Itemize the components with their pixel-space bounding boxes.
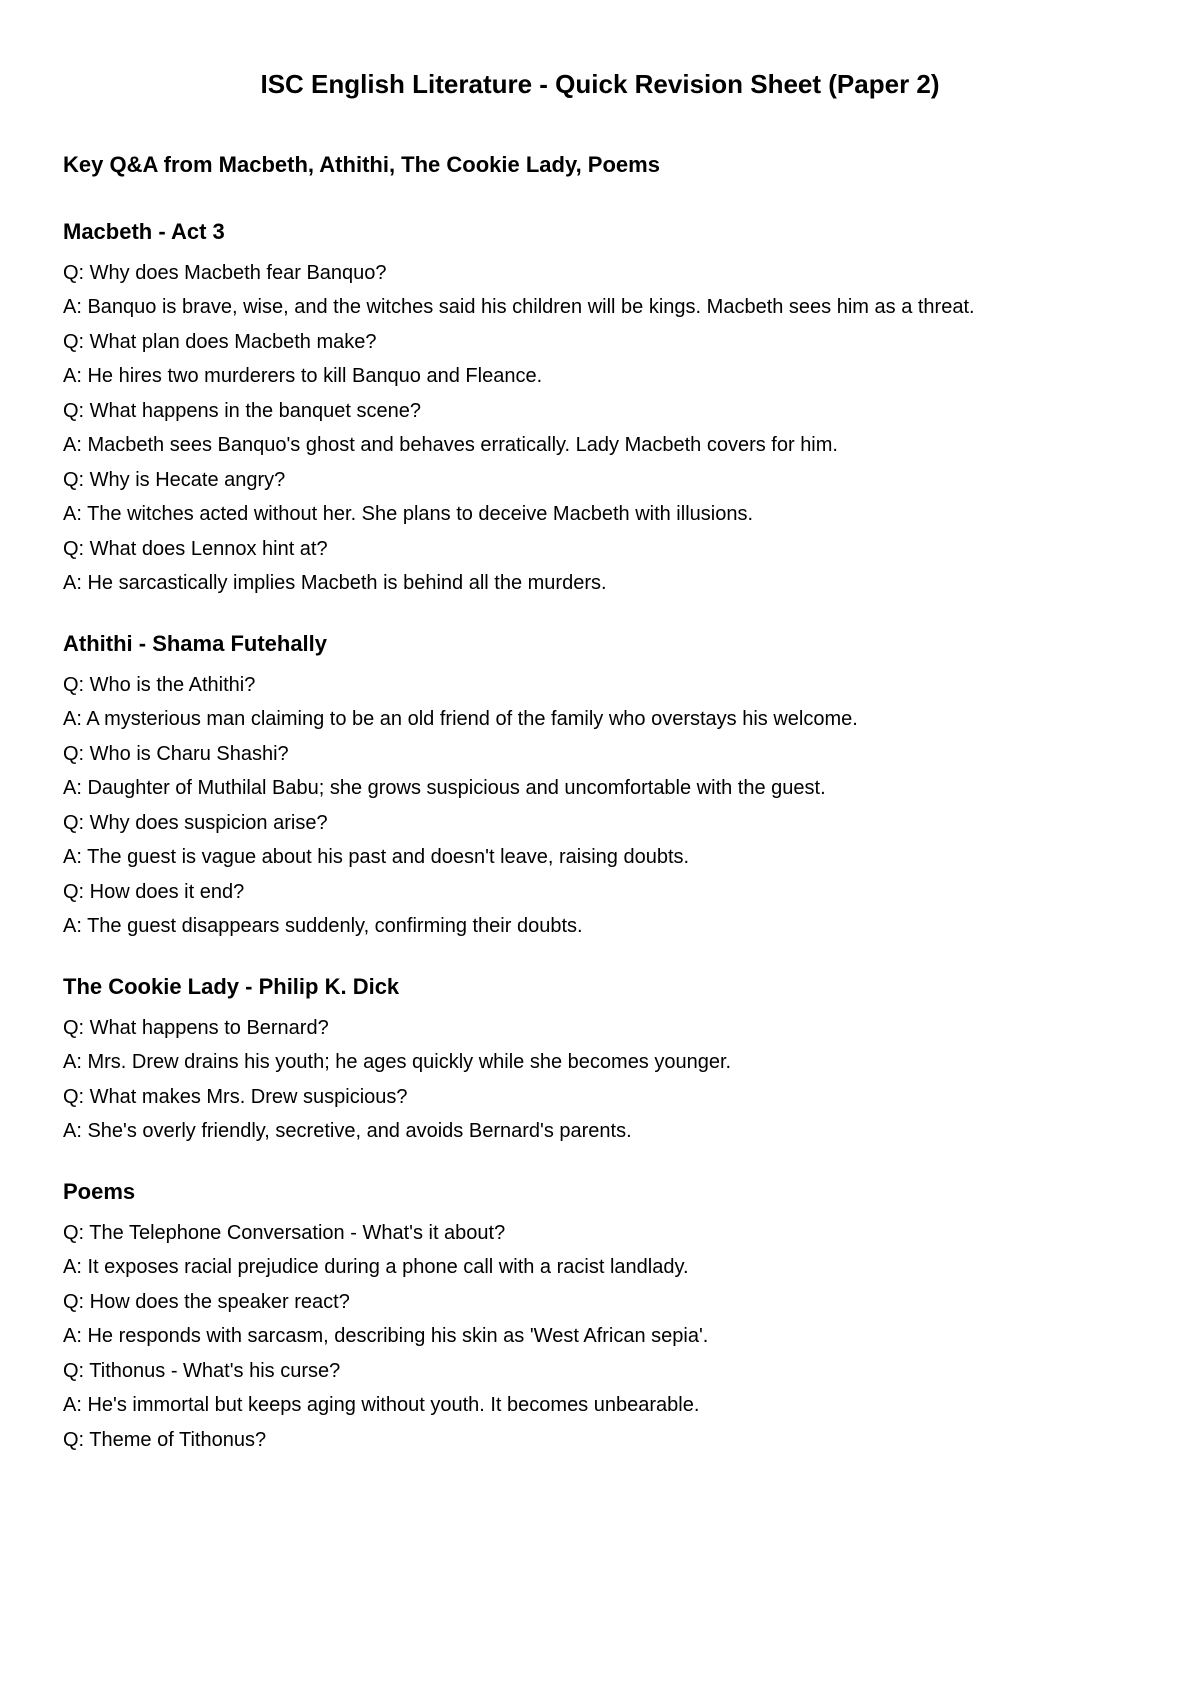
question-text: Q: Why does suspicion arise? xyxy=(63,812,328,834)
answer-text: A: Mrs. Drew drains his youth; he ages quickly while she becomes younger. xyxy=(63,1051,732,1073)
question-text: Q: How does the speaker react? xyxy=(63,1291,350,1313)
question-text: Q: What does Lennox hint at? xyxy=(63,538,328,560)
answer-text: A: Daughter of Muthilal Babu; she grows suspicious and uncomfortable with the guest. xyxy=(63,777,826,799)
qa-item xyxy=(63,1358,1143,1418)
answer-text: A: It exposes racial prejudice during a phone call with a racist landlady. xyxy=(63,1256,689,1278)
section-poems xyxy=(63,1178,1143,1461)
answer-text: A: She's overly friendly, secretive, and avoids Bernard's parents. xyxy=(63,1120,632,1142)
question-text: Q: Tithonus - What's his curse? xyxy=(63,1360,341,1382)
qa-item xyxy=(63,329,1143,389)
question-text: Q: What happens to Bernard? xyxy=(63,1017,329,1039)
question-text: Q: The Telephone Conversation - What's it about? xyxy=(63,1222,506,1244)
answer-text: A: He hires two murderers to kill Banquo and Fleance. xyxy=(63,365,543,387)
qa-item xyxy=(63,810,1143,870)
answer-text: A: Macbeth sees Banquo's ghost and behaves erratically. Lady Macbeth covers for him. xyxy=(63,434,838,456)
question-text: Q: Why does Macbeth fear Banquo? xyxy=(63,262,387,284)
qa-item xyxy=(63,260,1143,320)
answer-text: A: Banquo is brave, wise, and the witches said his children will be kings. Macbeth sees him as a threat. xyxy=(63,296,975,318)
qa-item xyxy=(63,1220,1143,1280)
page-title: ISC English Literature - Quick Revision Sheet (Paper 2) xyxy=(260,69,940,99)
question-text: Q: How does it end? xyxy=(63,881,245,903)
qa-item xyxy=(63,536,1143,596)
question-text: Q: What makes Mrs. Drew suspicious? xyxy=(63,1086,408,1108)
answer-text: A: The witches acted without her. She plans to deceive Macbeth with illusions. xyxy=(63,503,754,525)
qa-item xyxy=(63,1289,1143,1349)
section-cookie-lady xyxy=(63,973,1143,1153)
answer-text: A: He sarcastically implies Macbeth is behind all the murders. xyxy=(63,572,607,594)
question-text: Q: Why is Hecate angry? xyxy=(63,469,286,491)
section-athithi xyxy=(63,630,1143,948)
qa-item xyxy=(63,672,1143,732)
qa-item xyxy=(63,741,1143,801)
section-heading: Macbeth - Act 3 xyxy=(63,219,225,244)
section-heading: Poems xyxy=(63,1179,136,1204)
question-text: Q: What plan does Macbeth make? xyxy=(63,331,377,353)
section-heading: Athithi - Shama Futehally xyxy=(63,631,328,656)
qa-item xyxy=(63,1015,1143,1075)
question-text: Q: Theme of Tithonus? xyxy=(63,1429,267,1451)
answer-text: A: He's immortal but keeps aging without youth. It becomes unbearable. xyxy=(63,1394,700,1416)
question-text: Q: Who is the Athithi? xyxy=(63,674,256,696)
qa-item xyxy=(63,879,1143,939)
section-heading: The Cookie Lady - Philip K. Dick xyxy=(63,974,400,999)
qa-item xyxy=(63,398,1143,458)
answer-text: A: The guest is vague about his past and doesn't leave, raising doubts. xyxy=(63,846,690,868)
question-text: Q: Who is Charu Shashi? xyxy=(63,743,289,765)
page-subtitle: Key Q&A from Macbeth, Athithi, The Cookie Lady, Poems xyxy=(63,152,660,177)
qa-item xyxy=(63,1084,1143,1144)
section-macbeth xyxy=(63,218,1143,605)
question-text: Q: What happens in the banquet scene? xyxy=(63,400,422,422)
qa-item xyxy=(63,1427,1143,1453)
answer-text: A: The guest disappears suddenly, confirming their doubts. xyxy=(63,915,583,937)
answer-text: A: A mysterious man claiming to be an old friend of the family who overstays his welcome. xyxy=(63,708,858,730)
qa-item xyxy=(63,467,1143,527)
answer-text: A: He responds with sarcasm, describing his skin as 'West African sepia'. xyxy=(63,1325,709,1347)
